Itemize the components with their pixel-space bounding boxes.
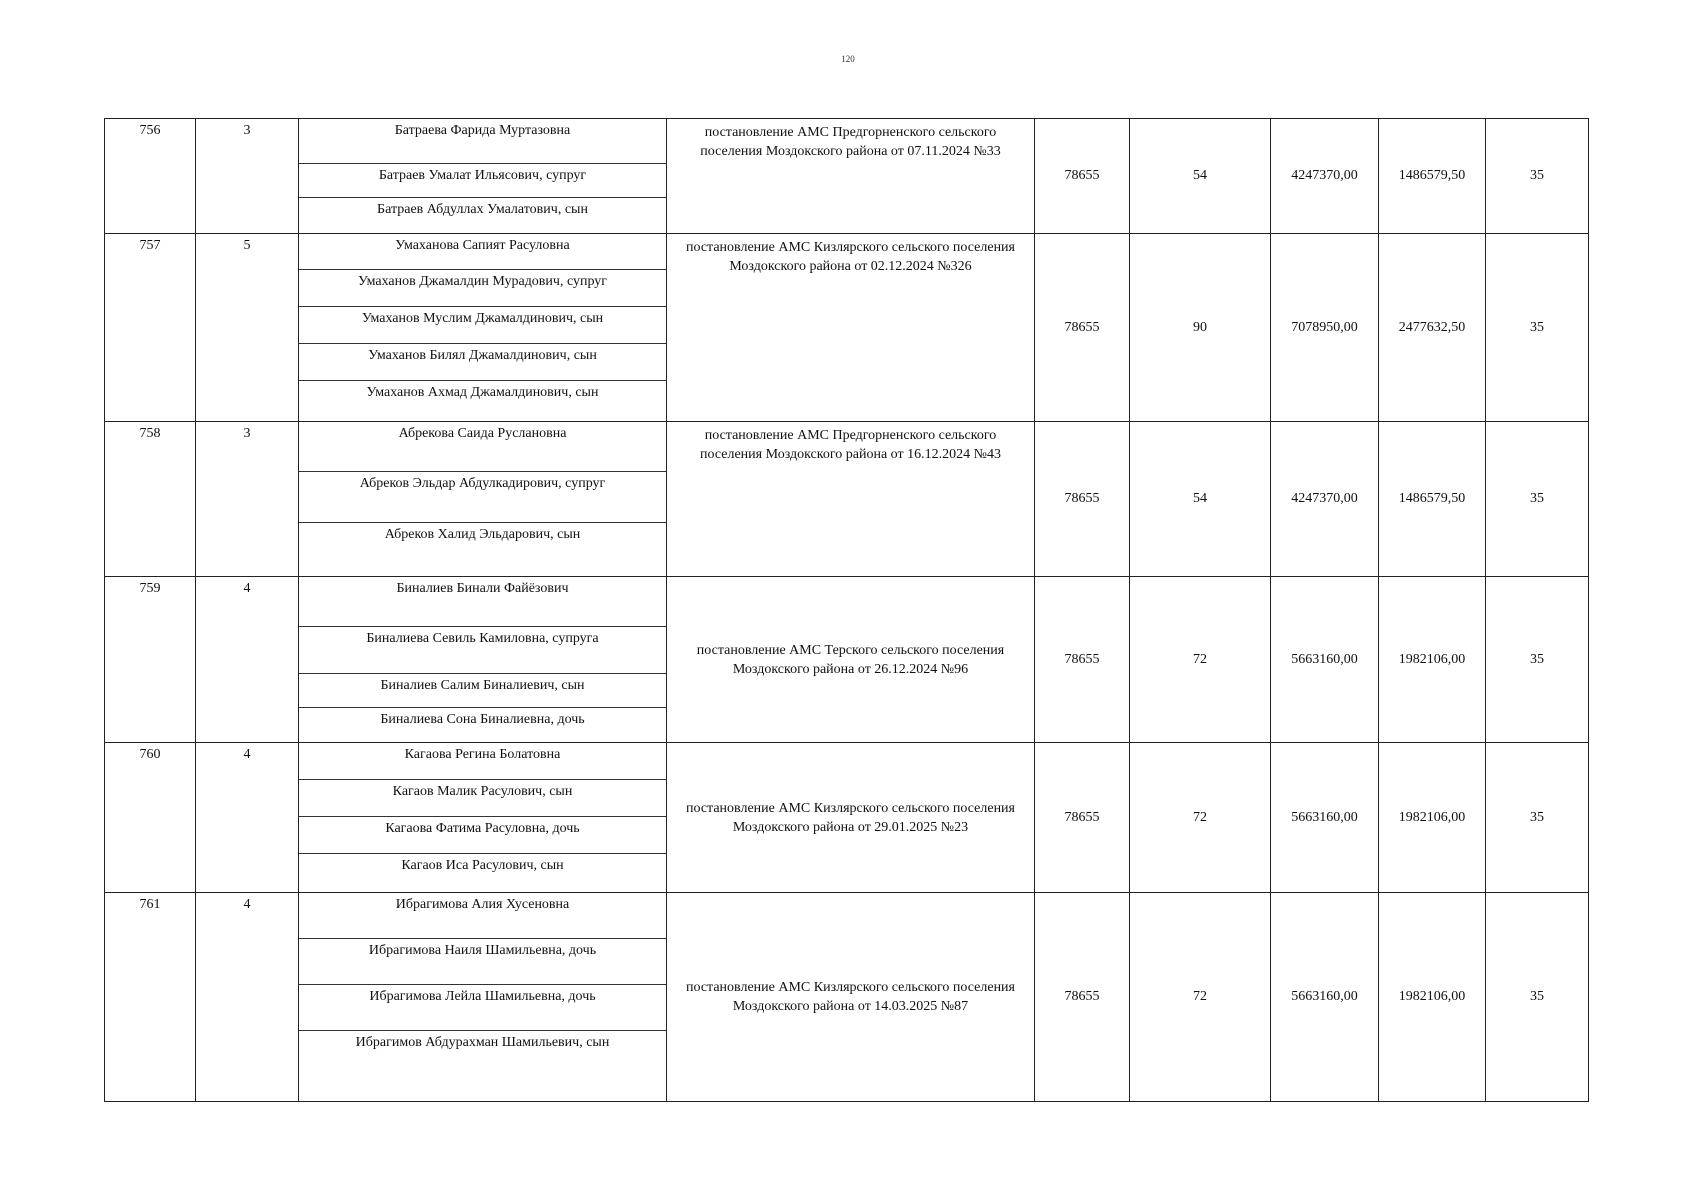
estimated-cost: 4247370,00 [1271,119,1379,234]
table-row [105,743,1589,893]
family-member: Ибрагимов Абдурахман Шамильевич, сын [355,1035,610,1050]
family-size: 3 [196,422,299,577]
estimated-cost: 5663160,00 [1271,743,1379,893]
area-norm: 72 [1130,743,1271,893]
members-cell [299,234,667,422]
family-member: Батраев Умалат Ильясович, супруг [299,164,666,198]
members-cell [299,893,667,1102]
decree-text: постановление АМС Предгорненского сельского поселения Моздокского района от 07.11.2024 №33 [667,119,1035,234]
row-number: 757 [105,234,196,422]
family-member: Биналиева Севиль Камиловна, супруга [299,627,666,674]
decree-text: постановление АМС Терского сельского поселения Моздокского района от 26.12.2024 №96 [667,577,1035,743]
family-member: Ибрагимова Алия Хусеновна [299,893,666,939]
family-size: 4 [196,743,299,893]
table-row [105,234,1589,422]
row-number: 761 [105,893,196,1102]
table-row [105,422,1589,577]
subsidy-amount: 1486579,50 [1379,119,1486,234]
subsidy-amount: 1486579,50 [1379,422,1486,577]
family-member: Умаханов Ахмад Джамалдинович, сын [366,385,599,400]
family-member: Биналиева Сона Биналиевна, дочь [380,712,585,727]
estimated-cost: 4247370,00 [1271,422,1379,577]
family-member: Умаханов Муслим Джамалдинович, сын [299,307,666,344]
percent: 35 [1486,577,1589,743]
estimated-cost: 5663160,00 [1271,577,1379,743]
members-cell [299,577,667,743]
table-row [105,577,1589,743]
row-number: 760 [105,743,196,893]
percent: 35 [1486,893,1589,1102]
family-size: 3 [196,119,299,234]
decree-text: постановление АМС Предгорненского сельского поселения Моздокского района от 16.12.2024 №43 [667,422,1035,577]
cost-per-sqm: 78655 [1035,743,1130,893]
subsidy-amount: 1982106,00 [1379,893,1486,1102]
cost-per-sqm: 78655 [1035,422,1130,577]
cost-per-sqm: 78655 [1035,577,1130,743]
area-norm: 72 [1130,577,1271,743]
members-cell [299,422,667,577]
area-norm: 54 [1130,422,1271,577]
family-member: Биналиев Бинали Файёзович [299,577,666,627]
registry-table [104,118,1589,1102]
family-size: 4 [196,577,299,743]
estimated-cost: 5663160,00 [1271,893,1379,1102]
family-member: Абреков Халид Эльдарович, сын [384,527,581,542]
family-member: Батраев Абдуллах Умалатович, сын [377,202,588,217]
percent: 35 [1486,234,1589,422]
area-norm: 72 [1130,893,1271,1102]
family-member: Кагаов Малик Расулович, сын [299,780,666,817]
table-body [105,119,1589,1102]
family-member: Абреков Эльдар Абдулкадирович, супруг [299,472,666,523]
table-row [105,119,1589,234]
cost-per-sqm: 78655 [1035,119,1130,234]
row-number: 758 [105,422,196,577]
subsidy-amount: 1982106,00 [1379,743,1486,893]
family-member: Ибрагимова Наиля Шамильевна, дочь [299,939,666,985]
decree-text: постановление АМС Кизлярского сельского поселения Моздокского района от 02.12.2024 №326 [667,234,1035,422]
family-member: Кагаов Иса Расулович, сын [401,858,564,873]
members-cell [299,119,667,234]
family-member: Умаханов Билял Джамалдинович, сын [299,344,666,381]
area-norm: 90 [1130,234,1271,422]
row-number: 756 [105,119,196,234]
family-size: 5 [196,234,299,422]
family-member: Ибрагимова Лейла Шамильевна, дочь [299,985,666,1031]
page-number: 120 [841,54,855,64]
family-size: 4 [196,893,299,1102]
family-member: Батраева Фарида Муртазовна [299,119,666,164]
family-member: Кагаова Регина Болатовна [299,743,666,780]
family-member: Умаханова Сапият Расуловна [299,234,666,270]
family-member: Абрекова Саида Руслановна [299,422,666,472]
members-cell [299,743,667,893]
percent: 35 [1486,743,1589,893]
subsidy-amount: 1982106,00 [1379,577,1486,743]
subsidy-amount: 2477632,50 [1379,234,1486,422]
decree-text: постановление АМС Кизлярского сельского поселения Моздокского района от 14.03.2025 №87 [667,893,1035,1102]
estimated-cost: 7078950,00 [1271,234,1379,422]
cost-per-sqm: 78655 [1035,893,1130,1102]
percent: 35 [1486,119,1589,234]
family-member: Умаханов Джамалдин Мурадович, супруг [299,270,666,307]
decree-text: постановление АМС Кизлярского сельского поселения Моздокского района от 29.01.2025 №23 [667,743,1035,893]
area-norm: 54 [1130,119,1271,234]
table-row [105,893,1589,1102]
cost-per-sqm: 78655 [1035,234,1130,422]
row-number: 759 [105,577,196,743]
family-member: Биналиев Салим Биналиевич, сын [299,674,666,708]
percent: 35 [1486,422,1589,577]
family-member: Кагаова Фатима Расуловна, дочь [299,817,666,854]
